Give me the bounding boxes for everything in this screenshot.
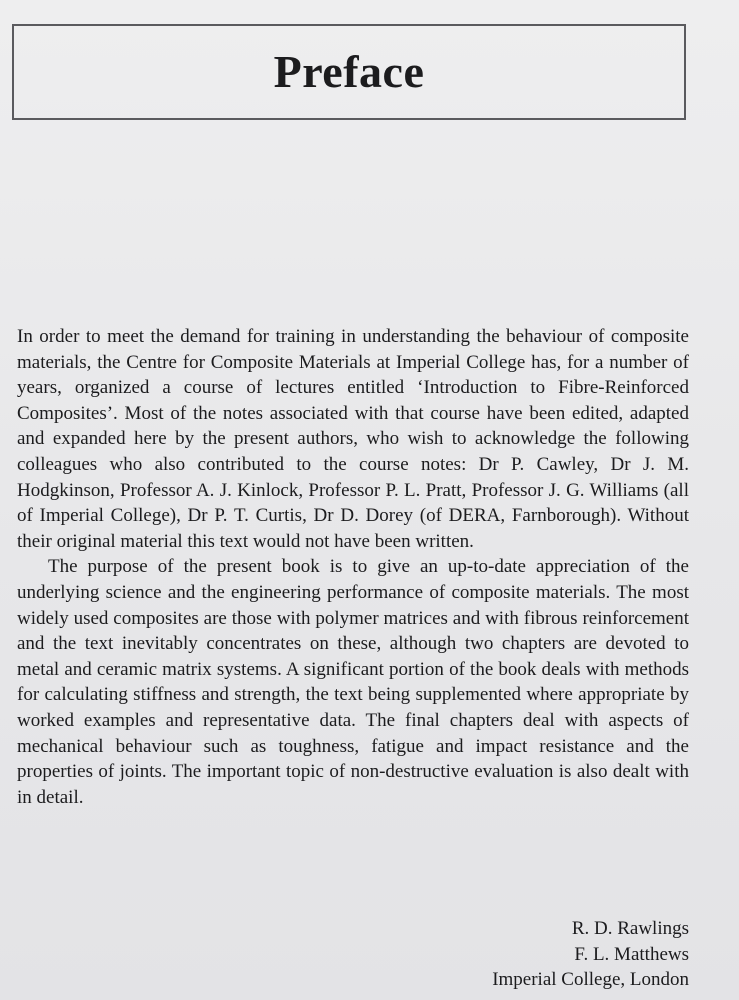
affiliation: Imperial College, London xyxy=(492,969,689,990)
preface-body xyxy=(17,324,689,810)
author-matthews: F. L. Matthews xyxy=(574,943,689,965)
signature-block xyxy=(492,916,689,993)
title-box xyxy=(12,24,686,120)
author-rawlings: R. D. Rawlings xyxy=(571,918,689,939)
paragraph-2: The purpose of the present book is to give an up-to-date appreciation of the underlying science and the engineering performance of composite materials. The most widely used composites are those with polymer matrices and with fibrous reinforcement and the text inevitably concentrates on these, although two chapters are devoted to metal and ceramic matrix systems. A significant portion of the book deals with methods for calculating stiffness and strength, the text being supplemented where appropriate by worked examples and representative data. The final chapters deal with aspects of mechanical behaviour such as toughness, fatigue and impact resistance and the properties of joints. The important topic of non-destructive evaluation is also dealt with in detail. xyxy=(17,556,689,808)
paragraph-1: In order to meet the demand for training in understanding the behaviour of composite materials, the Centre for Composite Materials at Imperial College has, for a number of years, organized a course of lectures entitled ‘Introduction to Fibre-Reinforced Composites’. Most of the notes associated with that course have been edited, adapted and expanded here by the present authors, who wish to acknowledge the following colleagues who also contributed to the course notes: Dr P. Cawley, Dr J. M. Hodgkinson, Professor A. J. Kinlock, Professor P. L. Pratt, Professor J. G. Williams (all of Imperial College), Dr P. T. Curtis, Dr D. Dorey (of DERA, Farnborough). Without their original material this text would not have been written. xyxy=(17,326,689,552)
page-title: Preface xyxy=(273,46,425,97)
